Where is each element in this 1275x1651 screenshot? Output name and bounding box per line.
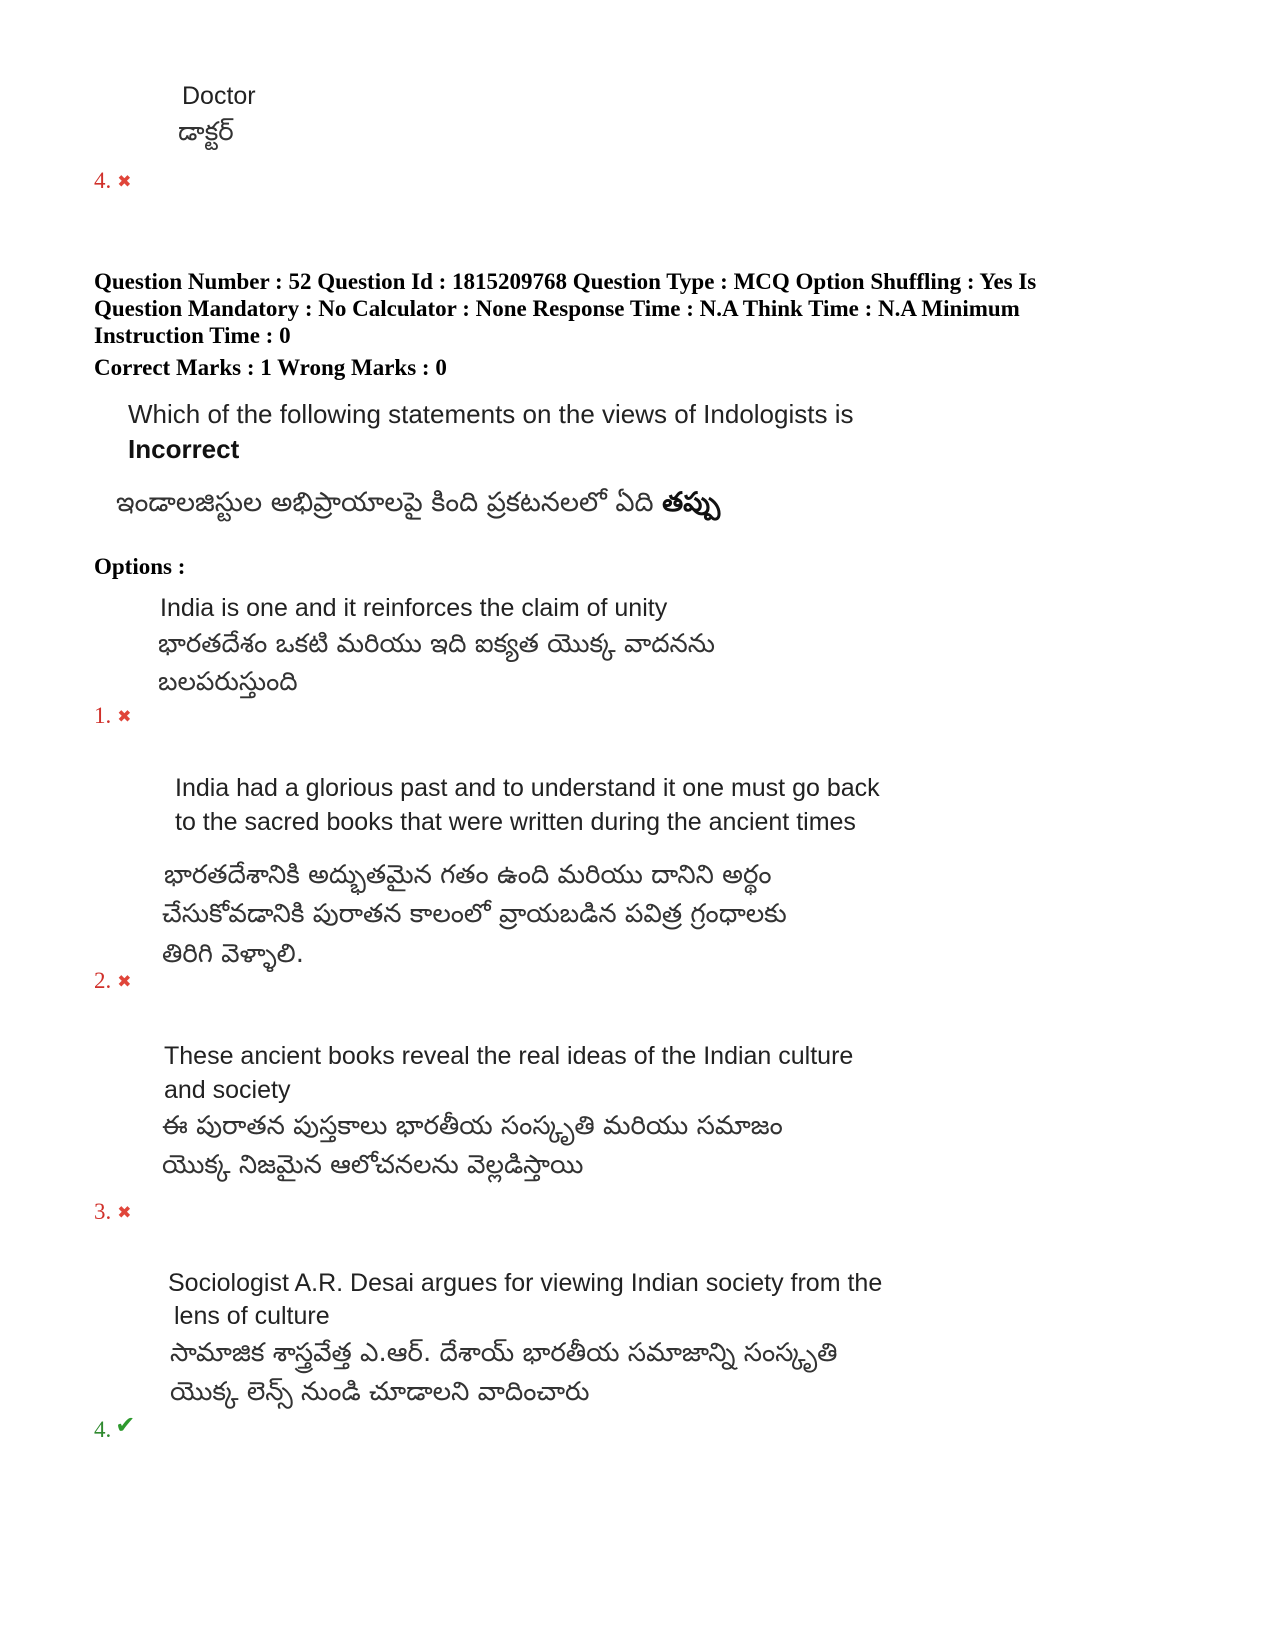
- question-meta-line-3: Instruction Time : 0: [94, 323, 291, 348]
- option-1-telugu-line-1: భారతదేశం ఒకటి మరియు ఇది ఐక్యత యొక్క వాదనను: [158, 629, 716, 659]
- option-4-number-label: 4.: [94, 1417, 112, 1442]
- option-1-english-line-1: India is one and it reinforces the claim of unity: [160, 594, 668, 622]
- option-1-number-label: 1.: [94, 703, 112, 728]
- option-2-number: [94, 968, 132, 995]
- cross-icon: ✖: [117, 1203, 132, 1223]
- prev-option4-number-label: 4.: [94, 168, 112, 193]
- prev-option4-telugu: డాక్టర్: [178, 117, 234, 147]
- option-2-english-line-1: India had a glorious past and to understand it one must go back: [175, 774, 880, 802]
- option-2-english-line-2: to the sacred books that were written during the ancient times: [175, 808, 856, 836]
- cross-icon: ✖: [117, 707, 132, 727]
- cross-icon: ✖: [117, 172, 132, 192]
- option-3-number-label: 3.: [94, 1199, 112, 1224]
- option-2-telugu-line-1: భారతదేశానికి అద్భుతమైన గతం ఉంది మరియు దానిని అర్థం: [164, 860, 772, 890]
- option-2-telugu-line-2: చేసుకోవడానికి పురాతన కాలంలో వ్రాయబడిన పవిత్ర గ్రంధాలకు: [162, 899, 787, 929]
- question-meta-line-1: Question Number : 52 Question Id : 1815209768 Question Type : MCQ Option Shuffling : Yes Is: [94, 269, 1037, 294]
- options-label: Options :: [94, 554, 186, 579]
- option-1-number: [94, 703, 132, 730]
- option-3-telugu-line-1: ఈ పురాతన పుస్తకాలు భారతీయ సంస్కృతి మరియు సమాజం: [162, 1111, 783, 1141]
- option-3-telugu-line-2: యొక్క నిజమైన ఆలోచనలను వెల్లడిస్తాయి: [162, 1150, 584, 1180]
- option-4-number: [94, 1412, 135, 1443]
- option-4-english-line-1: Sociologist A.R. Desai argues for viewing Indian society from the: [168, 1269, 883, 1297]
- question-stem-english-line-2: Incorrect: [128, 434, 240, 464]
- prev-option4-english: Doctor: [182, 82, 256, 110]
- option-1-telugu-line-2: బలపరుస్తుంది: [158, 667, 298, 697]
- option-4-telugu-line-1: సామాజిక శాస్త్రవేత్త ఎ.ఆర్. దేశాయ్ భారతీయ సమాజాన్ని సంస్కృతి: [170, 1338, 838, 1368]
- question-marks: Correct Marks : 1 Wrong Marks : 0: [94, 355, 447, 380]
- check-icon: ✔: [115, 1411, 136, 1439]
- option-4-english-line-2: lens of culture: [174, 1302, 330, 1330]
- option-2-telugu-line-3: తిరిగి వెళ్ళాలి.: [162, 939, 304, 969]
- cross-icon: ✖: [117, 972, 132, 992]
- option-3-number: [94, 1199, 132, 1226]
- option-4-telugu-line-2: యొక్క లెన్స్ నుండి చూడాలని వాదించారు: [170, 1377, 590, 1407]
- question-stem-telugu: [116, 483, 720, 523]
- option-3-english-line-1: These ancient books reveal the real ideas of the Indian culture: [164, 1042, 854, 1070]
- question-stem-english-line-1: Which of the following statements on the views of Indologists is: [128, 399, 854, 429]
- prev-option4-number: [94, 168, 132, 195]
- question-stem-telugu-bold: తప్పు: [662, 487, 721, 518]
- option-3-english-line-2: and society: [164, 1076, 291, 1104]
- question-stem-telugu-main: ఇండాలజిస్టుల అభిప్రాయాలపై కింది ప్రకటనలలో ఏది: [116, 487, 663, 518]
- question-meta-line-2: Question Mandatory : No Calculator : None Response Time : N.A Think Time : N.A Minimum: [94, 296, 1020, 321]
- option-2-number-label: 2.: [94, 968, 112, 993]
